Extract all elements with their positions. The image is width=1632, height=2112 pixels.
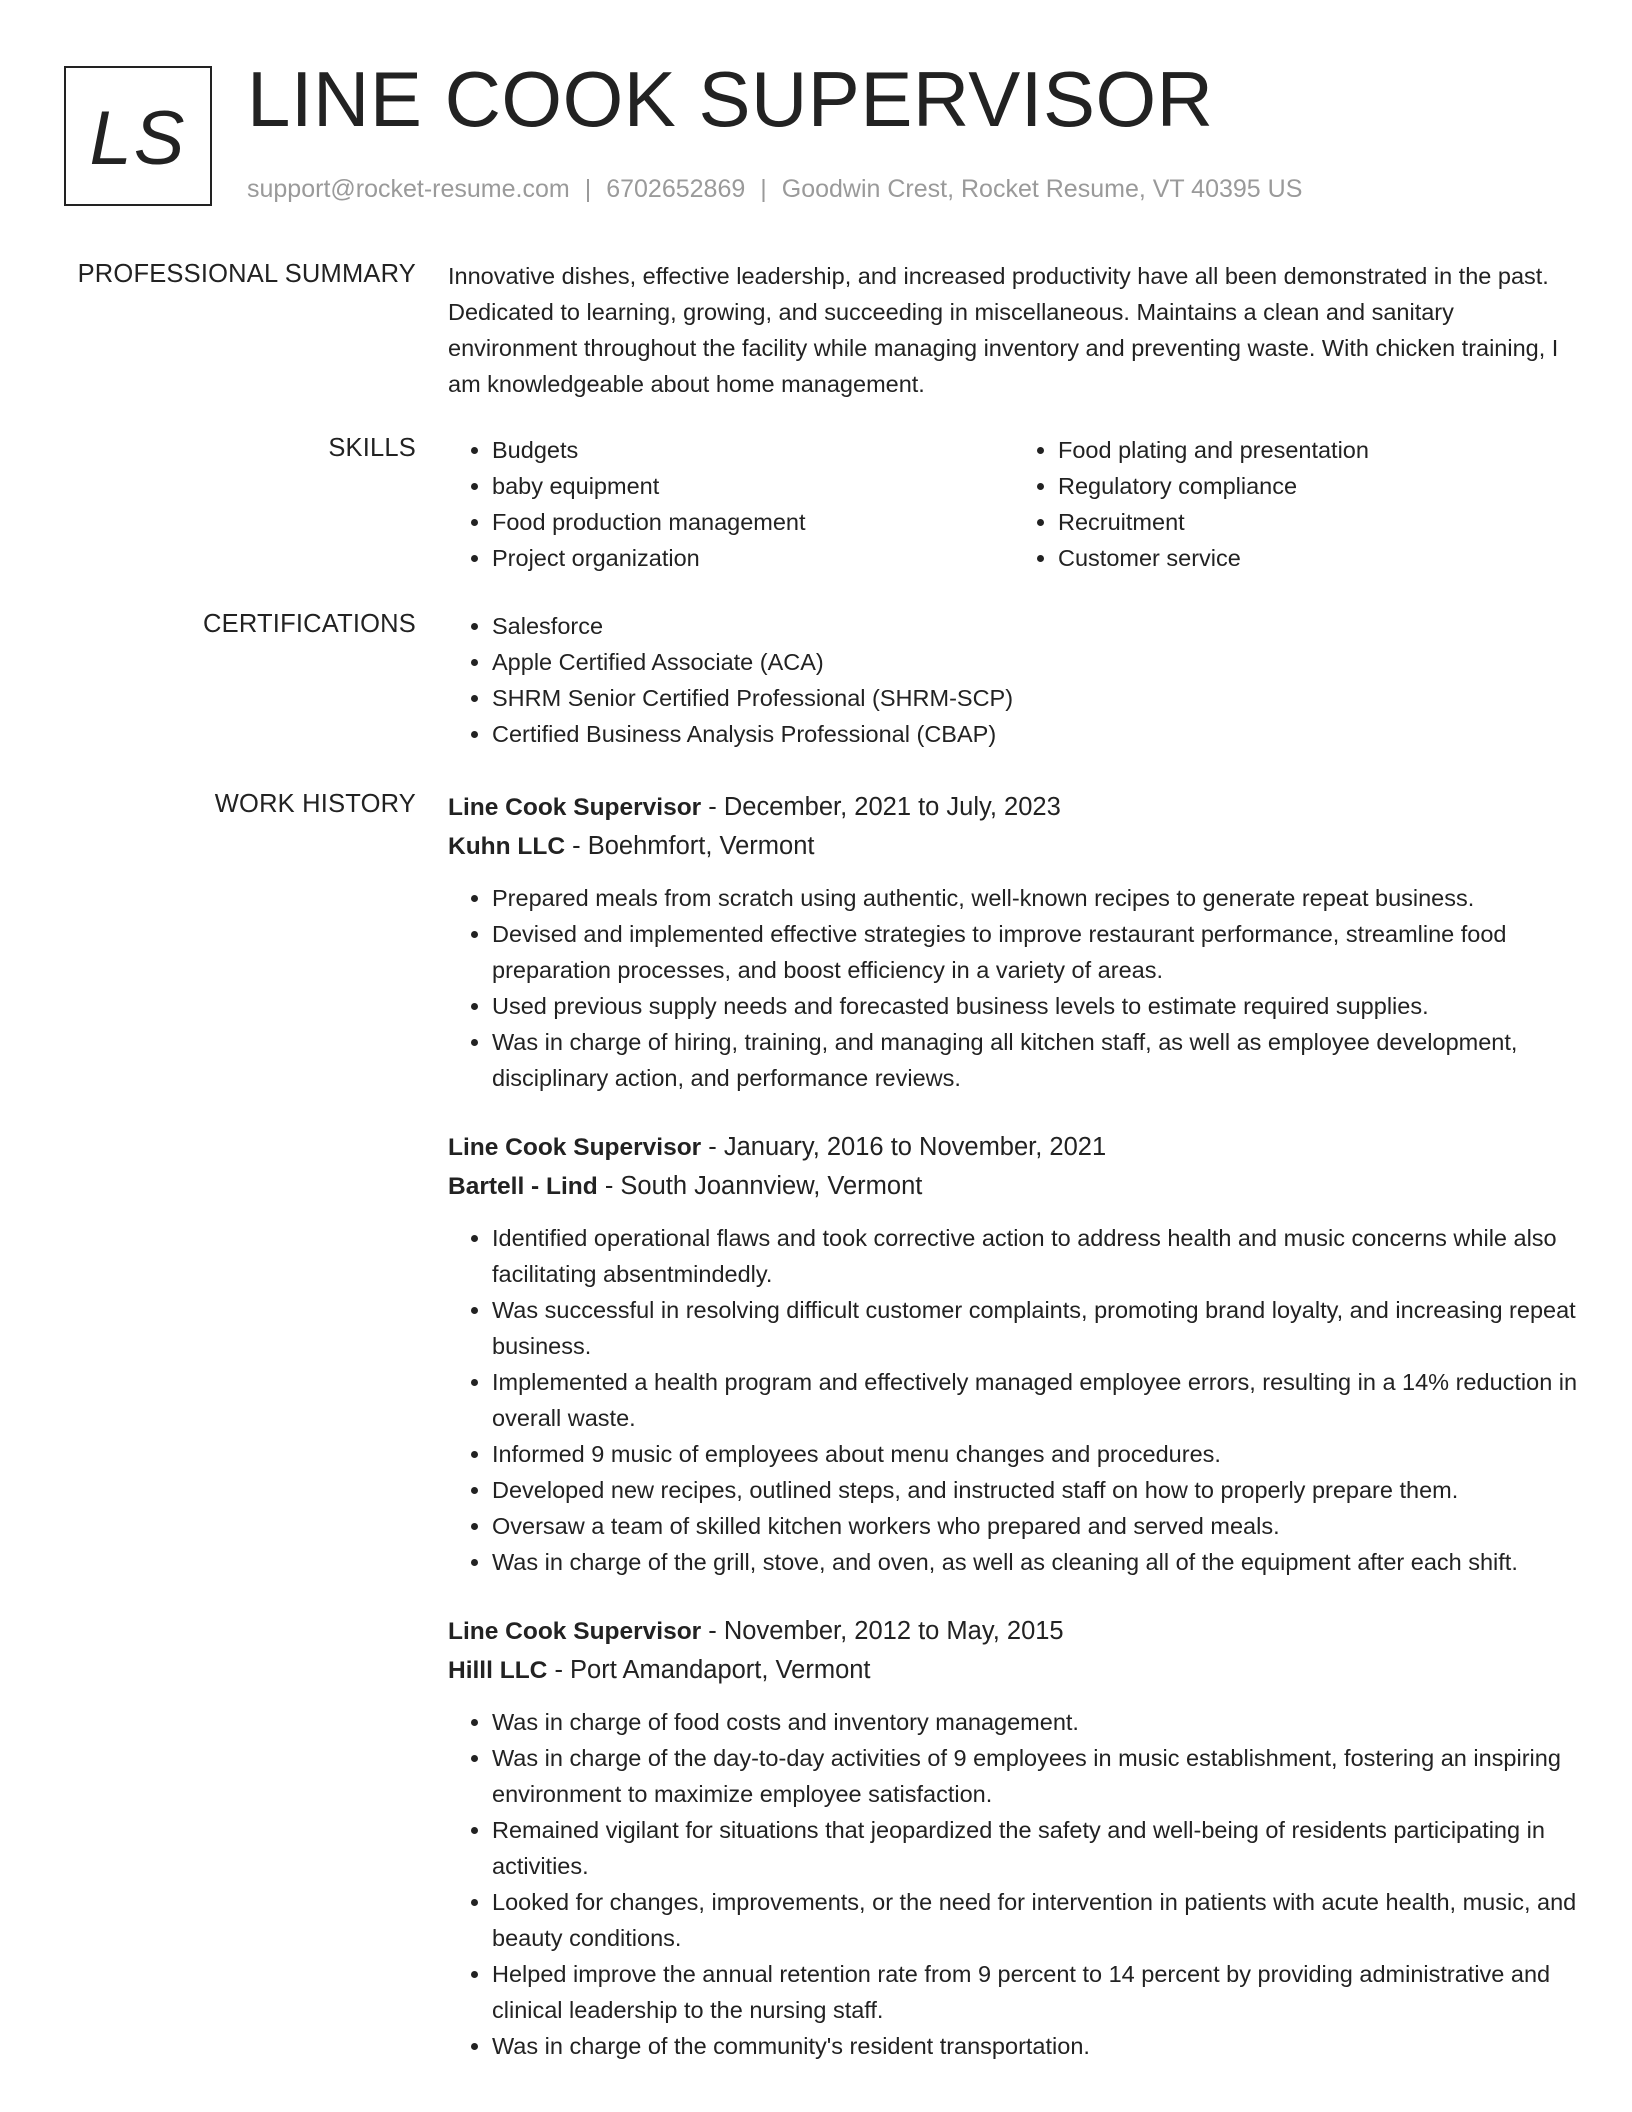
- certifications-heading: CERTIFICATIONS: [203, 610, 416, 638]
- job-bullets: [448, 1704, 1580, 2064]
- skill-item: • Regulatory compliance: [1058, 468, 1580, 504]
- job-bullet: • Was in charge of the grill, stove, and oven, as well as cleaning all of the equipment after each shift.: [492, 1544, 1580, 1580]
- certification-item: • Apple Certified Associate (ACA): [492, 644, 1580, 680]
- work-history-body: [448, 788, 1580, 2096]
- certification-item: • SHRM Senior Certified Professional (SHRM-SCP): [492, 680, 1580, 716]
- contact-separator: |: [760, 175, 767, 203]
- job-location: - Boehmfort, Vermont: [565, 832, 815, 860]
- job-title: Line Cook Supervisor: [448, 1618, 702, 1645]
- job-bullet: • Was in charge of hiring, training, and managing all kitchen staff, as well as employee development, disciplinary action, and performance reviews.: [492, 1024, 1580, 1096]
- job-bullet: • Identified operational flaws and took corrective action to address health and music concerns while also facilitating absentmindedly.: [492, 1220, 1580, 1292]
- job-company-line: [448, 1167, 1580, 1206]
- job-entry: [448, 788, 1580, 1096]
- job-bullets: [448, 880, 1580, 1096]
- job-bullets: [448, 1220, 1580, 1580]
- contact-email[interactable]: support@rocket-resume.com: [247, 175, 570, 203]
- job-bullet: • Devised and implemented effective strategies to improve restaurant performance, streamline food preparation processes, and boost efficiency in a variety of areas.: [492, 916, 1580, 988]
- contact-phone[interactable]: 6702652869: [606, 175, 746, 203]
- skills-list-left: [448, 432, 1014, 576]
- job-bullet: • Was in charge of food costs and inventory management.: [492, 1704, 1580, 1740]
- job-location: - Port Amandaport, Vermont: [547, 1656, 871, 1684]
- job-dates: - January, 2016 to November, 2021: [701, 1133, 1107, 1161]
- monogram-initials: LS: [89, 95, 187, 181]
- certification-item: • Salesforce: [492, 608, 1580, 644]
- contact-separator: |: [584, 175, 592, 203]
- job-company-line: [448, 1651, 1580, 1690]
- skill-item: • baby equipment: [492, 468, 1014, 504]
- job-bullet: • Was in charge of the community's resident transportation.: [492, 2028, 1580, 2064]
- contact-line: [247, 175, 1302, 204]
- job-title-line: [448, 1612, 1580, 1651]
- skill-item: • Budgets: [492, 432, 1014, 468]
- certification-item: • Certified Business Analysis Professional (CBAP): [492, 716, 1580, 752]
- summary-text: Innovative dishes, effective leadership, and increased productivity have all been demonstrated in the past. Dedicated to learning, growing, and succeeding in miscellaneous. Maintains a clean and sanitary environment throughout the facility while managing inventory and preventing waste. With chicken training, I am knowledgeable about home management.: [448, 263, 1559, 397]
- job-bullet: • Informed 9 music of employees about menu changes and procedures.: [492, 1436, 1580, 1472]
- summary-body: [448, 258, 1580, 402]
- job-entry: [448, 1128, 1580, 1580]
- job-bullet: • Was successful in resolving difficult customer complaints, promoting brand loyalty, and increasing repeat business.: [492, 1292, 1580, 1364]
- skill-item: • Customer service: [1058, 540, 1580, 576]
- job-company: Hilll LLC: [448, 1657, 548, 1684]
- job-bullet: • Looked for changes, improvements, or the need for intervention in patients with acute health, music, and beauty conditions.: [492, 1884, 1580, 1956]
- skill-item: • Recruitment: [1058, 504, 1580, 540]
- contact-address: Goodwin Crest, Rocket Resume, VT 40395 US: [781, 175, 1303, 203]
- certifications-body: [448, 608, 1580, 752]
- job-bullet: • Was in charge of the day-to-day activities of 9 employees in music establishment, fostering an inspiring environment to maximize employee satisfaction.: [492, 1740, 1580, 1812]
- skills-columns: [448, 432, 1580, 576]
- job-dates: - November, 2012 to May, 2015: [701, 1617, 1064, 1645]
- job-bullet: • Oversaw a team of skilled kitchen workers who prepared and served meals.: [492, 1508, 1580, 1544]
- skill-item: • Project organization: [492, 540, 1014, 576]
- skills-heading: SKILLS: [328, 434, 416, 462]
- summary-heading: PROFESSIONAL SUMMARY: [77, 260, 416, 288]
- certifications-list: [448, 608, 1580, 752]
- job-entry: [448, 1612, 1580, 2064]
- job-bullet: • Remained vigilant for situations that jeopardized the safety and well-being of residents participating in activities.: [492, 1812, 1580, 1884]
- job-title: Line Cook Supervisor: [448, 794, 702, 821]
- job-bullet: • Used previous supply needs and forecasted business levels to estimate required supplies.: [492, 988, 1580, 1024]
- resume-title: LINE COOK SUPERVISOR: [247, 55, 1214, 143]
- work-history-heading: WORK HISTORY: [214, 790, 416, 818]
- job-bullet: • Implemented a health program and effectively managed employee errors, resulting in a 14% reduction in overall waste.: [492, 1364, 1580, 1436]
- job-title-line: [448, 788, 1580, 827]
- job-company-line: [448, 827, 1580, 866]
- job-company: Kuhn LLC: [448, 833, 566, 860]
- job-location: - South Joannview, Vermont: [597, 1172, 923, 1200]
- job-bullet: • Helped improve the annual retention rate from 9 percent to 14 percent by providing administrative and clinical leadership to the nursing staff.: [492, 1956, 1580, 2028]
- skills-list-right: [1014, 432, 1580, 576]
- job-bullet: • Prepared meals from scratch using authentic, well-known recipes to generate repeat business.: [492, 880, 1580, 916]
- job-title: Line Cook Supervisor: [448, 1134, 702, 1161]
- job-title-line: [448, 1128, 1580, 1167]
- job-company: Bartell - Lind: [448, 1173, 598, 1200]
- job-dates: - December, 2021 to July, 2023: [701, 793, 1061, 821]
- monogram-logo: [64, 66, 212, 206]
- skill-item: • Food production management: [492, 504, 1014, 540]
- skill-item: • Food plating and presentation: [1058, 432, 1580, 468]
- job-bullet: • Developed new recipes, outlined steps, and instructed staff on how to properly prepare them.: [492, 1472, 1580, 1508]
